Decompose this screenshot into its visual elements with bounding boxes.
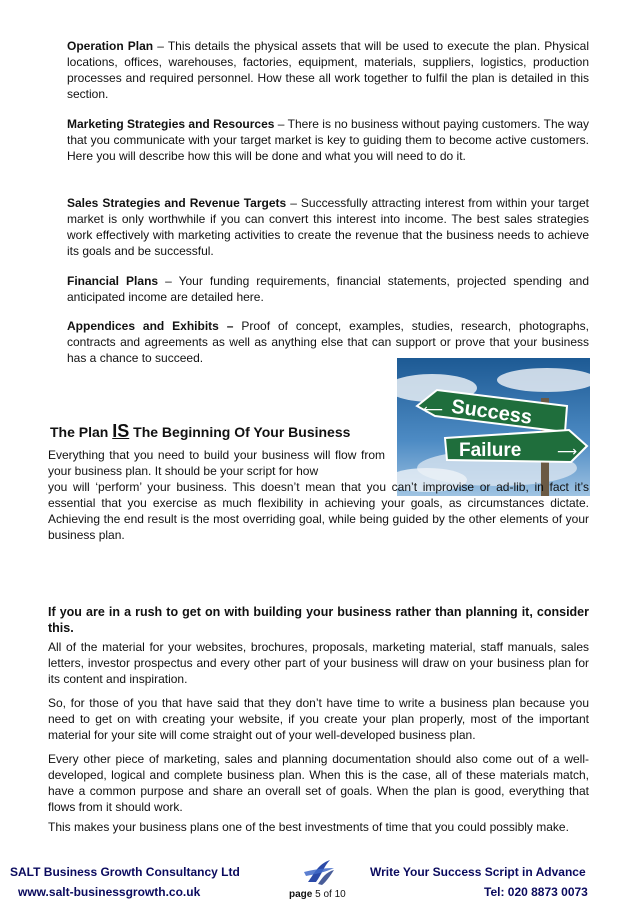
footer-phone: Tel: 020 8873 0073: [484, 885, 588, 899]
section-body: This details the physical assets that will be used to execute the plan. Physical locations, offices, warehouses, factories, equipment, materials, suppliers, logistics, production processes and required personnel. How these all work together to fulfil the plan is detailed in this section.: [67, 39, 589, 101]
section-sales: Sales Strategies and Revenue Targets – Successfully attracting interest from within your target market is only worthwhile if you can convert this interest into income. The best sales strategies work effectively with marketing activities to create the revenue that the business needs to achieve its goals and be successful.: [67, 196, 589, 258]
section-body: Your funding requirements, financial statements, projected spending and anticipated income are detailed here.: [67, 274, 589, 304]
paragraph: So, for those of you that have said that they don’t have time to write a business plan because you need to get on with creating your website, if you create your plan properly, most of the important material for your site will come straight out of your well-developed business plan.: [48, 696, 589, 742]
success-failure-photo: [397, 358, 590, 496]
section-title: Operation Plan: [67, 39, 154, 53]
section-marketing: Marketing Strategies and Resources – There is no business without paying customers. The way that you communicate with your target market is key to guiding them to become active customers. Here you will describe how this will be done and what you will need to do it.: [67, 117, 589, 163]
arrow-right-icon: ⟶: [557, 444, 578, 460]
section-body: Proof of concept, examples, studies, research, photographs, contracts and agreements as well as anything else that can support or prove that your business has a chance to succeed.: [67, 319, 589, 365]
footer-tagline: Write Your Success Script in Advance: [370, 865, 586, 879]
sign-failure-label: Failure: [459, 440, 522, 461]
section-body: There is no business without paying customers. The way that you communicate with your target market is key to guiding them to become active customers. Here you will describe how this will be done and what you will need to do it.: [67, 117, 589, 163]
plan-heading: The Plan IS The Beginning Of Your Business: [50, 421, 351, 441]
section-body: Successfully attracting interest from within your target market is only worthwhile if you can convert this interest into income. The best sales strategies work effectively with marketing activities to create the revenue that the business needs to achieve its goals and be successful.: [67, 196, 589, 258]
footer-company: SALT Business Growth Consultancy Ltd: [10, 865, 240, 879]
plan-text-rest: you will ‘perform’ your business. This doesn’t mean that you can’t improvise or ad-lib, in fact it’s essential that you exercise as much flexibility in achieving your goals, as circumstances dictate. Achieving the end result is the most overriding goal, while being guided by the other elements of your business plan.: [48, 480, 589, 542]
emphasis-is: IS: [112, 421, 130, 441]
section-operation-plan: Operation Plan – This details the physical assets that will be used to execute the plan. Physical locations, offices, warehouses, factories, equipment, materials, suppliers, logistics, production processes and required personnel. How these all work together to fulfil the plan is detailed in this section.: [67, 39, 589, 101]
section-title: Marketing Strategies and Resources: [67, 117, 275, 131]
signpost-image: [397, 358, 590, 496]
paragraph: Every other piece of marketing, sales and planning documentation should also come out of a well-developed, logical and complete business plan. When this is the case, all of these materials match, have a common purpose and share an overall set of goals. When the plan is good, everything that flows from it should work.: [48, 752, 589, 814]
sign-success-label: Success: [449, 395, 534, 429]
paragraph: All of the material for your websites, brochures, proposals, marketing material, staff manuals, sales letters, investor prospectus and every other part of your business will draw on your business plan for its content and inspiration.: [48, 640, 589, 686]
section-financial: Financial Plans – Your funding requirements, financial statements, projected spending and anticipated income are detailed here.: [67, 274, 589, 304]
section-title: Sales Strategies and Revenue Targets: [67, 196, 287, 210]
salt-logo-icon: [300, 856, 340, 886]
rush-heading: If you are in a rush to get on with building your business rather than planning it, consider this.: [48, 605, 589, 635]
page-indicator: page 5 of 10: [289, 889, 346, 900]
section-title: Financial Plans: [67, 274, 159, 288]
arrow-left-icon: ⟵: [423, 402, 444, 418]
section-title: Appendices and Exhibits –: [67, 319, 234, 333]
paragraph: This makes your business plans one of the best investments of time that you could possibly make.: [48, 820, 569, 834]
footer-website[interactable]: www.salt-businessgrowth.co.uk: [18, 885, 201, 899]
plan-text-narrow: Everything that you need to build your business will flow from your business plan. It should be your script for how: [48, 448, 385, 478]
